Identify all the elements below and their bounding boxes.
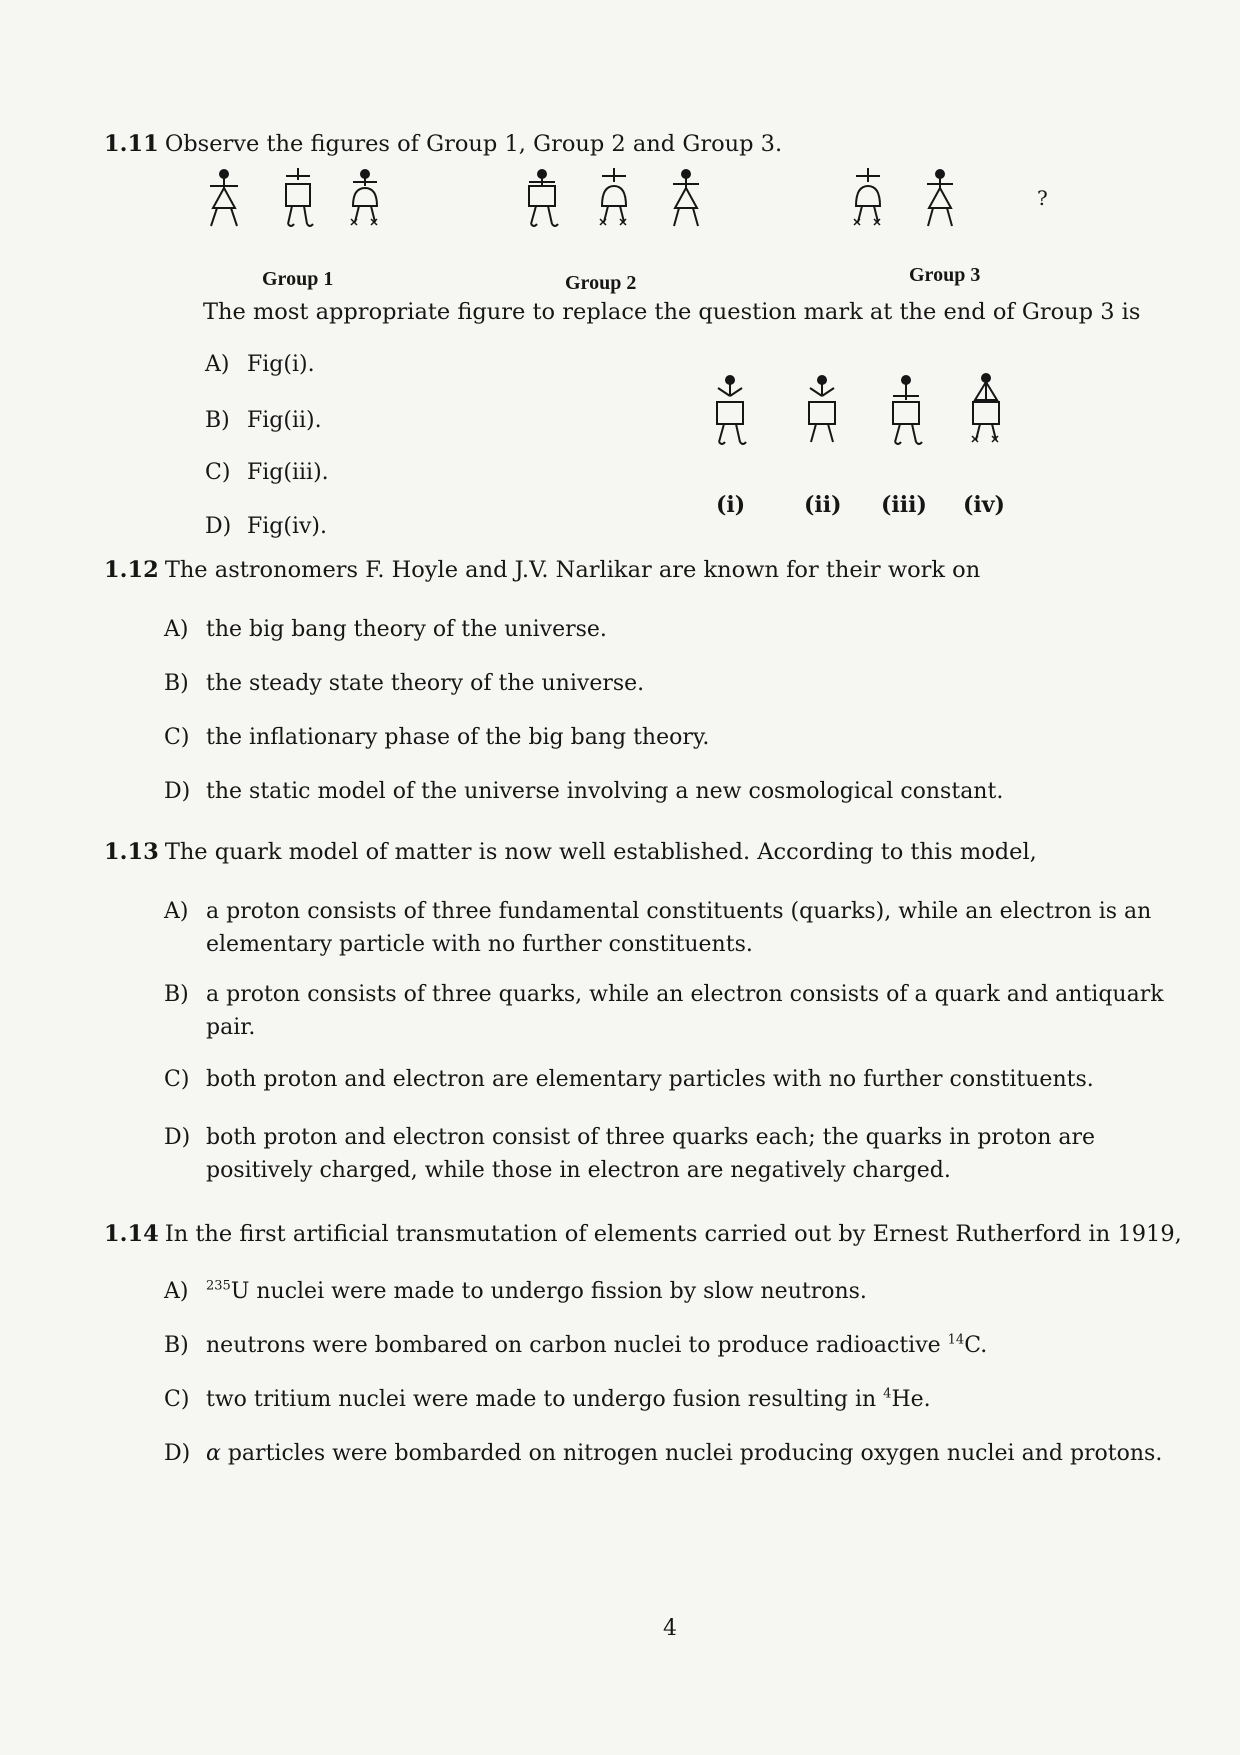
question-text: The quark model of matter is now well established. According to this model, [164, 839, 1037, 865]
figure-iv-label: (iv) [963, 492, 1005, 518]
option-b: B) the steady state theory of the universe. [164, 671, 645, 696]
option-a: A) Fig(i). [205, 352, 315, 377]
question-1-11 [104, 129, 782, 159]
figure-g2-2 [600, 168, 626, 225]
group-2-label: Group 2 [565, 272, 637, 294]
option-c: C) the inflationary phase of the big bang theory. [164, 725, 710, 750]
figure-i [717, 376, 746, 444]
option-c: C) two tritium nuclei were made to undergo fusion resulting in $^4$He. [164, 1386, 931, 1412]
question-number: 1.13 [104, 839, 159, 865]
option-d: D) α particles were bombarded on nitrogen nuclei producing oxygen nuclei and protons. [164, 1441, 1163, 1466]
option-d: D) the static model of the universe involving a new cosmological constant. [164, 779, 1004, 804]
group-3-label: Group 3 [909, 264, 981, 286]
option-a: A) the big bang theory of the universe. [164, 617, 607, 642]
question-1-11-prompt: The most appropriate figure to replace the question mark at the end of Group 3 is [203, 299, 1141, 325]
question-number: 1.14 [104, 1221, 159, 1247]
page-number: 4 [663, 1616, 677, 1641]
group-1-label: Group 1 [262, 268, 334, 290]
figure-g3-2 [927, 170, 953, 226]
figure-iii [893, 376, 922, 444]
figure-ii [809, 376, 835, 442]
option-b: B) neutrons were bombared on carbon nuclei to produce radioactive $^{14}$C. [164, 1332, 988, 1358]
figure-g2-3 [673, 170, 699, 226]
question-text: The astronomers F. Hoyle and J.V. Narlikar are known for their work on [164, 557, 981, 583]
question-text: In the first artificial transmutation of elements carried out by Ernest Rutherford in 1919, [164, 1221, 1182, 1247]
option-d: D) both proton and electron consist of three quarks each; the quarks in proton are positively charged, while those in electron are negatively charged. [164, 1125, 1096, 1183]
figure-ii-label: (ii) [804, 492, 842, 518]
figure-i-label: (i) [716, 492, 746, 518]
option-c: C) Fig(iii). [205, 460, 329, 485]
question-number: 1.12 [104, 557, 159, 583]
figure-g1-1 [210, 170, 238, 226]
figure-g3-1 [854, 168, 880, 225]
figure-g2-1 [529, 170, 558, 226]
figure-g1-3 [351, 170, 377, 225]
question-1-14 [104, 1219, 1182, 1249]
figure-iv [972, 374, 999, 442]
option-b: B) a proton consists of three quarks, while an electron consists of a quark and antiquark pair. [164, 982, 1164, 1040]
figure-iii-label: (iii) [881, 492, 927, 518]
question-1-12 [104, 555, 980, 585]
question-1-13 [104, 837, 1037, 867]
option-c: C) both proton and electron are elementary particles with no further constituents. [164, 1067, 1094, 1092]
option-b: B) Fig(ii). [205, 408, 322, 433]
answer-figures [0, 368, 1240, 478]
option-d: D) Fig(iv). [205, 514, 328, 539]
option-a: A) $^{235}$U nuclei were made to undergo fission by slow neutrons. [164, 1278, 867, 1304]
group-figures [0, 160, 1240, 260]
figure-g1-2 [286, 168, 313, 226]
question-number: 1.11 [104, 131, 159, 157]
option-a: A) a proton consists of three fundamental constituents (quarks), while an electron is an elementary particle with no further constituents. [164, 899, 1152, 957]
question-mark: ? [1037, 186, 1048, 210]
question-text: Observe the figures of Group 1, Group 2 and Group 3. [164, 131, 783, 157]
